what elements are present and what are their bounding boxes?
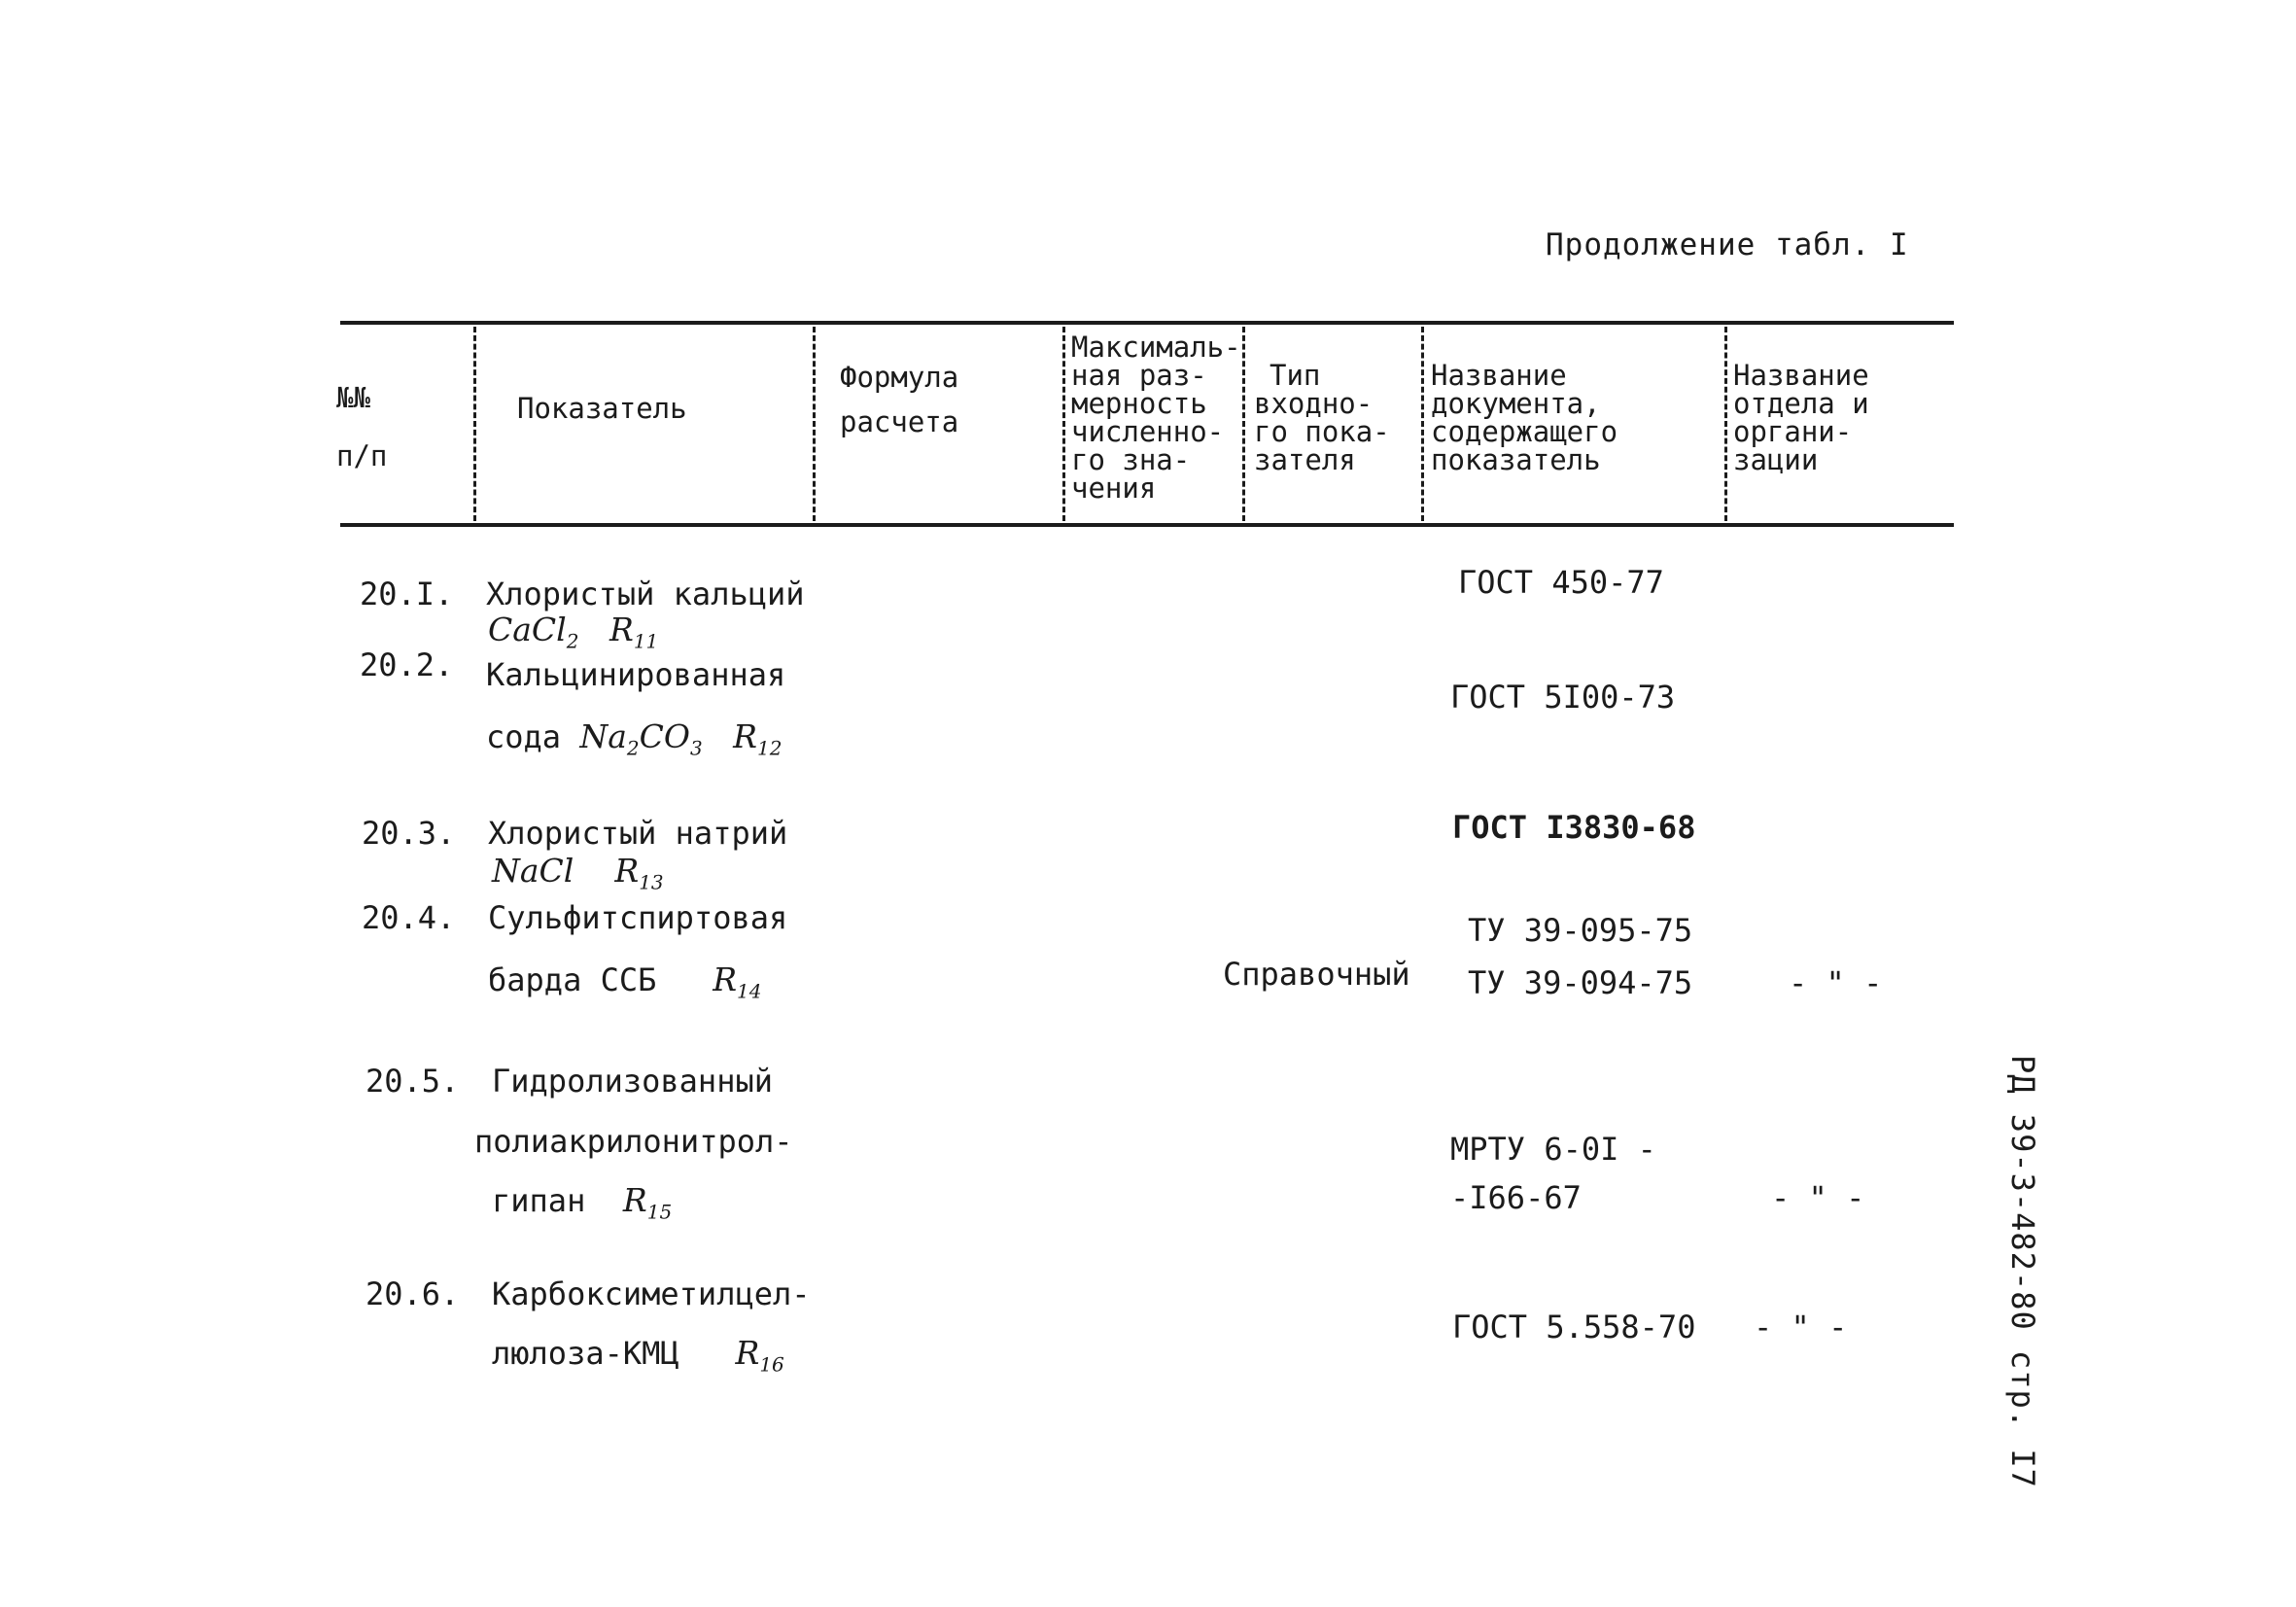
row-dept: - " -	[1754, 1309, 1848, 1345]
header-department-4: зации	[1733, 443, 1819, 476]
header-type-4: зателя	[1254, 443, 1356, 476]
header-document-3: содержащего	[1431, 415, 1618, 448]
col-separator	[813, 327, 816, 521]
header-dimension-2: ная раз-	[1071, 359, 1207, 392]
continuation-label: Продолжение табл. I	[1546, 227, 1909, 262]
row-doc: ГОСТ 5.558-70	[1452, 1309, 1696, 1345]
header-department-2: отдела и	[1733, 387, 1869, 420]
header-department-3: органи-	[1733, 415, 1853, 448]
row-num: 20.6.	[365, 1275, 460, 1312]
row-name: сода $Na_2CO_3$ $R_{12}$	[486, 717, 783, 760]
row-name: люлоза-КМЦ $R_{16}$	[492, 1334, 784, 1377]
row-doc: ГОСТ 450-77	[1458, 564, 1664, 601]
header-indicator: Показатель	[517, 392, 687, 425]
header-dimension-5: го зна-	[1071, 443, 1191, 476]
header-formula-2: расчета	[840, 405, 959, 438]
row-name: Хлористый кальций	[486, 576, 805, 612]
row-dept: - " -	[1789, 964, 1883, 1001]
header-type-3: го пока-	[1254, 415, 1390, 448]
row-formula: NaCl $R_{13}$	[492, 852, 664, 894]
row-doc: МРТУ 6-0I -	[1450, 1131, 1656, 1168]
row-doc: ГОСТ 5I00-73	[1450, 679, 1676, 716]
row-name: Сульфитспиртовая	[488, 899, 788, 936]
row-doc: ТУ 39-095-75	[1468, 912, 1693, 949]
row-formula: CaCl$_2$ $R_{11}$	[488, 611, 659, 653]
table-header-bottom-rule	[340, 523, 1954, 527]
row-type: Справочный	[1223, 956, 1410, 993]
row-num: 20.2.	[360, 646, 454, 683]
col-separator	[1242, 327, 1245, 521]
header-dimension-1: Максималь-	[1071, 331, 1241, 364]
header-dimension-4: численно-	[1071, 415, 1225, 448]
row-doc: ГОСТ I3830-68	[1452, 809, 1696, 846]
header-type-1: Тип	[1270, 359, 1321, 392]
row-num: 20.I.	[360, 576, 454, 612]
row-name: Хлористый натрий	[488, 815, 788, 852]
col-separator	[1062, 327, 1065, 521]
header-num-1: №№	[336, 381, 370, 414]
row-num: 20.3.	[362, 815, 456, 852]
header-type-2: входно-	[1254, 387, 1374, 420]
row-name: Кальцинированная	[486, 656, 786, 693]
row-dept: - " -	[1771, 1179, 1865, 1216]
header-document-4: показатель	[1431, 443, 1601, 476]
table-top-rule	[340, 321, 1954, 325]
col-separator	[1724, 327, 1727, 521]
row-doc: -I66-67	[1450, 1179, 1582, 1216]
row-name: Гидролизованный	[492, 1063, 773, 1100]
header-document-1: Название	[1431, 359, 1567, 392]
col-separator	[1421, 327, 1424, 521]
row-name: гипан $R_{15}$	[492, 1181, 673, 1224]
row-num: 20.5.	[365, 1063, 460, 1100]
row-name: Карбоксиметилцел-	[492, 1275, 811, 1312]
header-dimension-3: мерность	[1071, 387, 1207, 420]
header-dimension-6: чения	[1071, 472, 1157, 505]
row-doc: ТУ 39-094-75	[1468, 964, 1693, 1001]
header-formula-1: Формула	[840, 361, 959, 394]
row-name: барда ССБ $R_{14}$	[488, 961, 762, 1003]
row-name: полиакрилонитрол-	[474, 1123, 793, 1160]
col-separator	[473, 327, 476, 521]
header-num-2: п/п	[336, 439, 388, 472]
row-num: 20.4.	[362, 899, 456, 936]
header-department-1: Название	[1733, 359, 1869, 392]
document-code-page-label: РД 39-3-482-80 стр. I7	[2004, 1055, 2041, 1488]
header-document-2: документа,	[1431, 387, 1601, 420]
